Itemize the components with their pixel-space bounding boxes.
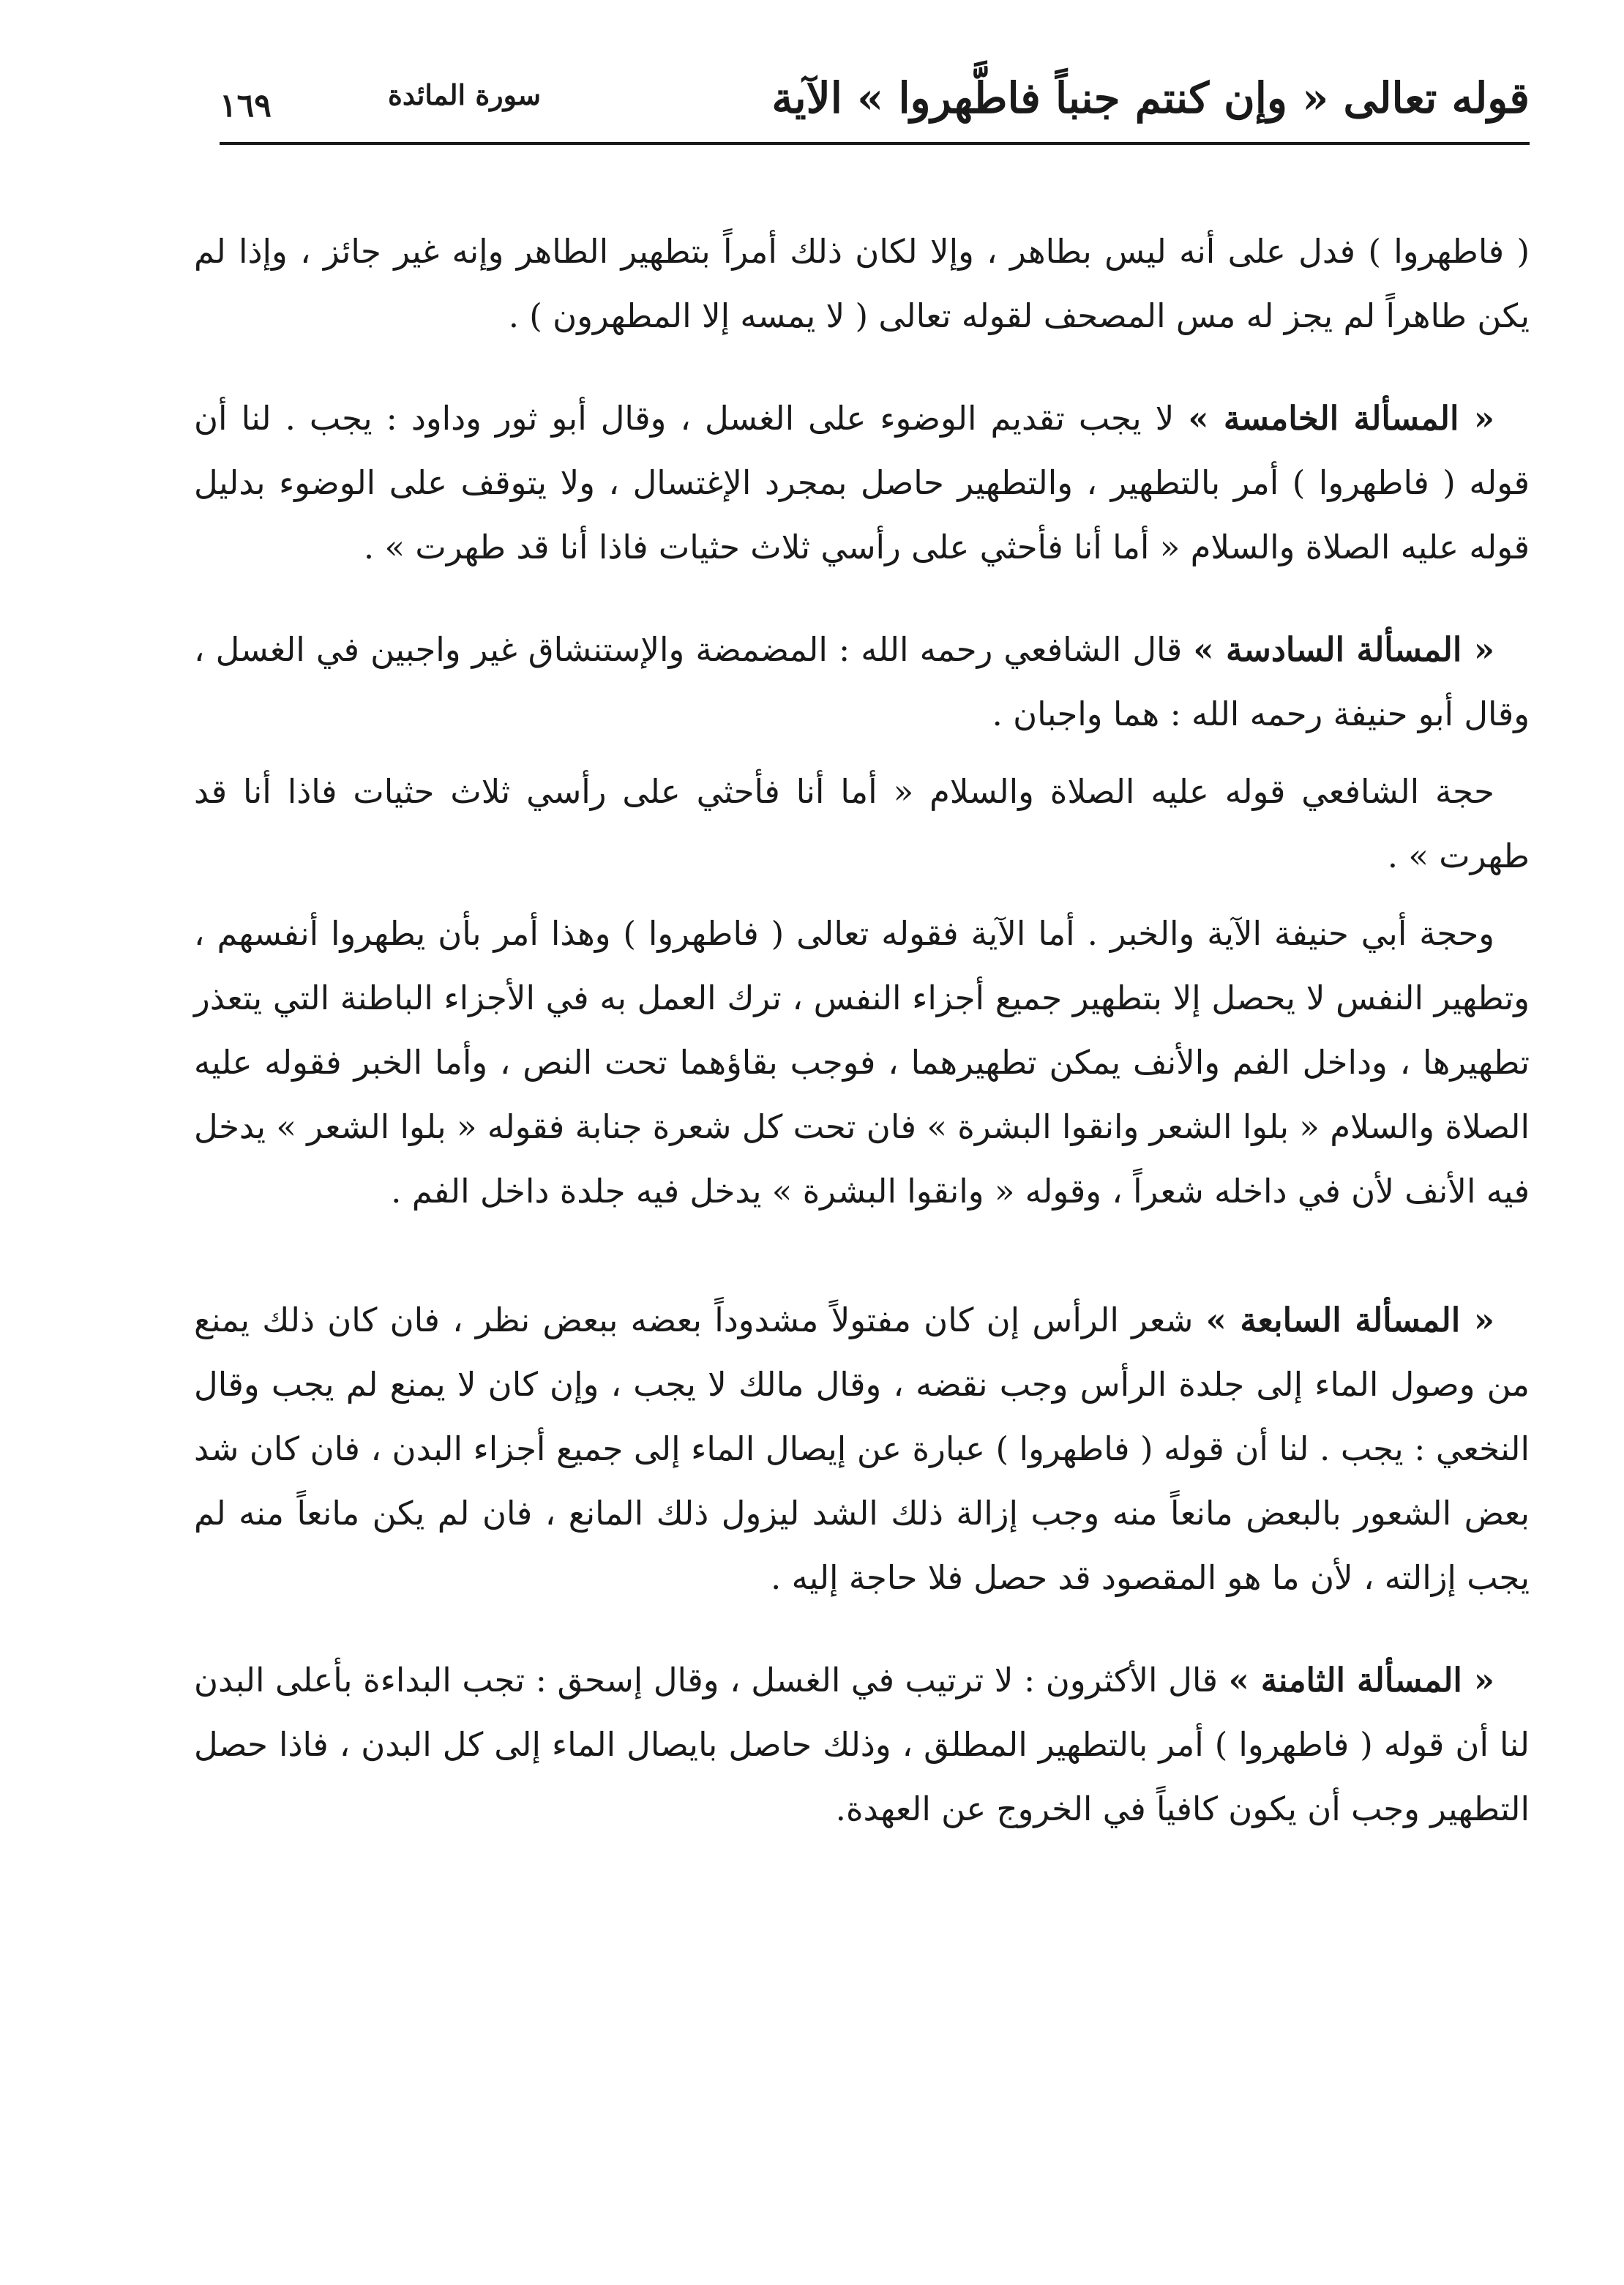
- masala-heading: « المسألة السادسة »: [1193, 630, 1494, 669]
- header-surah-name: سورة المائدة: [388, 78, 542, 111]
- masala-heading: « المسألة الخامسة »: [1188, 399, 1494, 438]
- paragraph-masala-6: [194, 618, 1530, 747]
- paragraph-masala-7: [194, 1288, 1530, 1610]
- running-header: [220, 64, 1530, 138]
- header-title: قوله تعالى « وإن كنتم جنباً فاطَّهروا » الآية: [771, 73, 1530, 123]
- paragraph-masala-5: [194, 386, 1530, 580]
- paragraph-text: قال الشافعي رحمه الله : المضمضة والإستنشاق غير واجبين في الغسل ، وقال أبو حنيفة رحمه الله : هما واجبان .: [194, 630, 1530, 733]
- paragraph-continuation: [194, 220, 1530, 348]
- paragraph-shafii-argument: [194, 760, 1530, 889]
- paragraph-hanafi-argument: [194, 902, 1530, 1224]
- paragraph-text: حجة الشافعي قوله عليه الصلاة والسلام « أما أنا فأحثي على رأسي ثلاث حثيات فاذا أنا قد طهرت » .: [194, 772, 1530, 875]
- paragraph-text: وحجة أبي حنيفة الآية والخبر . أما الآية فقوله تعالى ( فاطهروا ) وهذا أمر بأن يطهروا أنفسهم ، وتطهير النفس لا يحصل إلا بتطهير جميع أجزاء النفس ، ترك العمل به في الأجزاء الباطنة التي يتعذر تطهيرها ، وداخل الفم والأنف يمكن تطهيرهما ، فوجب بقاؤهما تحت النص ، وأما الخبر فقوله عليه الصلاة والسلام « بلوا الشعر وانقوا البشرة » فان تحت كل شعرة جنابة فقوله « بلوا الشعر » يدخل فيه الأنف لأن في داخله شعراً ، وقوله « وانقوا البشرة » يدخل فيه جلدة داخل الفم .: [194, 914, 1530, 1211]
- paragraph-text: لا يجب تقديم الوضوء على الغسل ، وقال أبو ثور وداود : يجب . لنا أن قوله ( فاطهروا ) أمر بالتطهير ، والتطهير حاصل بمجرد الإغتسال ، ولا يتوقف على الوضوء بدليل قوله عليه الصلاة والسلام « أما أنا فأحثي على رأسي ثلاث حثيات فاذا أنا قد طهرت » .: [194, 399, 1530, 566]
- masala-heading: « المسألة السابعة »: [1205, 1301, 1494, 1339]
- page-number: ١٦٩: [220, 87, 272, 124]
- paragraph-masala-8: [194, 1648, 1530, 1841]
- header-divider: [220, 142, 1530, 145]
- masala-heading: « المسألة الثامنة »: [1228, 1661, 1494, 1699]
- paragraph-text: ( فاطهروا ) فدل على أنه ليس بطاهر ، وإلا لكان ذلك أمراً بتطهير الطاهر وإنه غير جائز ، وإذا لم يكن طاهراً لم يجز له مس المصحف لقوله تعالى ( لا يمسه إلا المطهرون ) .: [194, 232, 1530, 335]
- body-text: [194, 220, 1530, 1841]
- paragraph-text: شعر الرأس إن كان مفتولاً مشدوداً بعضه ببعض نظر ، فان كان ذلك يمنع من وصول الماء إلى جلدة الرأس وجب نقضه ، وقال مالك لا يجب ، وإن كان لا يمنع لم يجب وقال النخعي : يجب . لنا أن قوله ( فاطهروا ) عبارة عن إيصال الماء إلى جميع أجزاء البدن ، فان كان شد بعض الشعور بالبعض مانعاً منه وجب إزالة ذلك الشد ليزول ذلك المانع ، فان لم يكن مانعاً منه لم يجب إزالته ، لأن ما هو المقصود قد حصل فلا حاجة إليه .: [194, 1301, 1530, 1597]
- paragraph-text: قال الأكثرون : لا ترتيب في الغسل ، وقال إسحق : تجب البداءة بأعلى البدن لنا أن قوله ( فاطهروا ) أمر بالتطهير المطلق ، وذلك حاصل بايصال الماء إلى كل البدن ، فاذا حصل التطهير وجب أن يكون كافياً في الخروج عن العهدة.: [194, 1661, 1530, 1828]
